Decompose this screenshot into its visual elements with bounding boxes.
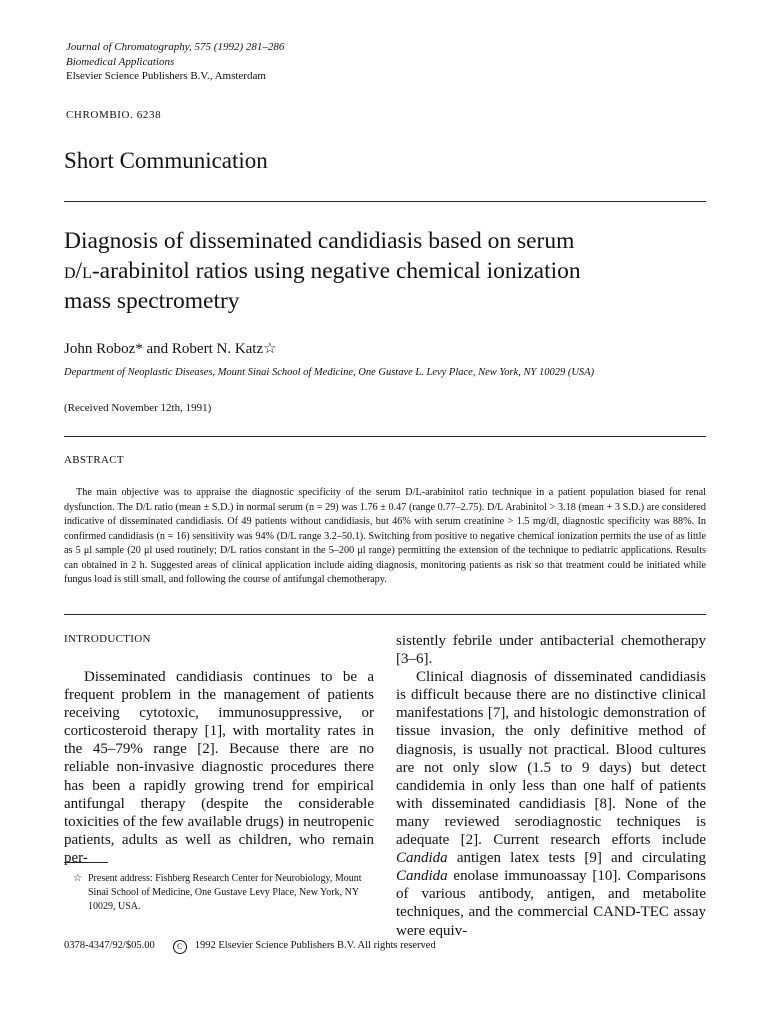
left-column: [64, 668, 374, 867]
copyright-icon: C: [173, 940, 187, 954]
journal-citation: Journal of Chromatography, 575 (1992) 281–286: [66, 41, 285, 53]
authors: John Roboz* and Robert N. Katz☆: [64, 341, 277, 357]
title-line-2-text: -arabinitol ratios using negative chemical ionization: [91, 258, 581, 284]
intro-paragraph-continuation: sistently febrile under antibacterial chemotherapy [3–6].: [396, 633, 706, 668]
title-line-2: [64, 256, 714, 286]
candida-term: Candida: [396, 868, 448, 885]
footnote-mark: ☆: [73, 873, 82, 884]
title-line-1: Diagnosis of disseminated candidiasis based on serum: [64, 228, 575, 254]
abstract-heading: ABSTRACT: [64, 454, 124, 466]
candida-term: Candida: [396, 850, 448, 867]
issn-code: 0378-4347/92/$05.00: [64, 940, 155, 951]
publisher-line: Elsevier Science Publishers B.V., Amsterdam: [66, 70, 266, 82]
abstract-text: The main objective was to appraise the diagnostic specificity of the serum D/L-arabinitol ratio technique in a patient population biased for renal dysfunction. The D/L ratio (mean ± S.D.) in normal serum (n = 29) was 1.76 ± 0.47 (range 0.77–2.75). D/L Arabinitol > 3.18 (mean + 3 S.D.) are considered indicative of disseminated candidiasis. Of 49 patients without candidiasis, but 46% with serum creatinine > 1.5 mg/dl, diagnostic specificity was 88%. In confirmed candidiasis (n = 16) sensitivity was 94% (D/L range 3.2–50.1). Switching from positive to negative chemical ionization permits the use of as little as 5 μl sample (20 μl used routinely; D/L ratios constant in the 5–200 μl range) permitting the extension of the technique to pediatric applications. Results can obtained in 2 h. Suggested areas of clinical application include aiding diagnosis, monitoring patients as risk so that treatment could be initiated while fungus load is still small, and following the course of antifungal chemotherapy.: [64, 487, 706, 585]
title-line-3: mass spectrometry: [64, 288, 240, 314]
paragraph-text: enolase immunoassay [10]. Comparisons of various antibody, antigen, and metabolite techniques, and the commercial CAND-TEC assay were equiv-: [396, 868, 706, 939]
intro-paragraph-2: [396, 668, 706, 939]
divider-rule: [64, 201, 706, 202]
page-footer: [64, 940, 436, 954]
journal-subtitle: Biomedical Applications: [66, 55, 175, 68]
affiliation: Department of Neoplastic Diseases, Mount Sinai School of Medicine, One Gustave L. Levy Place, New York, NY 10029 (USA): [64, 367, 595, 378]
right-column: [396, 632, 706, 940]
paragraph-text: Clinical diagnosis of disseminated candidiasis is difficult because there are no distinctive clinical manifestations [7], and histologic demonstration of tissue invasion, the only definitive method of diagnosis, is usually not practical. Blood cultures are not only slow (1.5 to 9 days) but detect candidemia in only less than one half of patients with disseminated candidiasis [8]. None of the many reviewed serodiagnostic techniques is adequate [2]. Current research efforts include: [396, 669, 706, 849]
divider-rule: [64, 614, 706, 615]
article-code: CHROMBIO. 6238: [66, 109, 162, 121]
copyright-text: 1992 Elsevier Science Publishers B.V. All rights reserved: [194, 940, 436, 951]
footnote-text: Present address: Fishberg Research Center for Neurobiology, Mount Sinai School of Medicine, One Gustave Levy Place, New York, NY 10029, USA.: [88, 873, 362, 912]
introduction-heading: INTRODUCTION: [64, 633, 151, 645]
footnote-rule: [64, 862, 108, 863]
journal-masthead: [66, 40, 284, 84]
divider-rule: [64, 436, 706, 437]
intro-paragraph-1: Disseminated candidiasis continues to be a frequent problem in the management of patients receiving cytotoxic, immunosuppressive, or corticosteroid therapy [1], with mortality rates in the 45–79% range [2]. Because there are no reliable non-invasive diagnostic procedures there has been a rapidly growing trend for empirical antifungal therapy (despite the considerable toxicities of the few available drugs) in neutropenic patients, adults as well as children, who remain per-: [64, 669, 374, 866]
footnote: [64, 872, 374, 913]
section-label: Short Communication: [64, 148, 268, 173]
title-dl-prefix: d/l: [64, 258, 92, 284]
article-title: [64, 226, 714, 316]
paragraph-text: antigen latex tests [9] and circulating: [447, 850, 706, 867]
received-date: (Received November 12th, 1991): [64, 402, 212, 414]
